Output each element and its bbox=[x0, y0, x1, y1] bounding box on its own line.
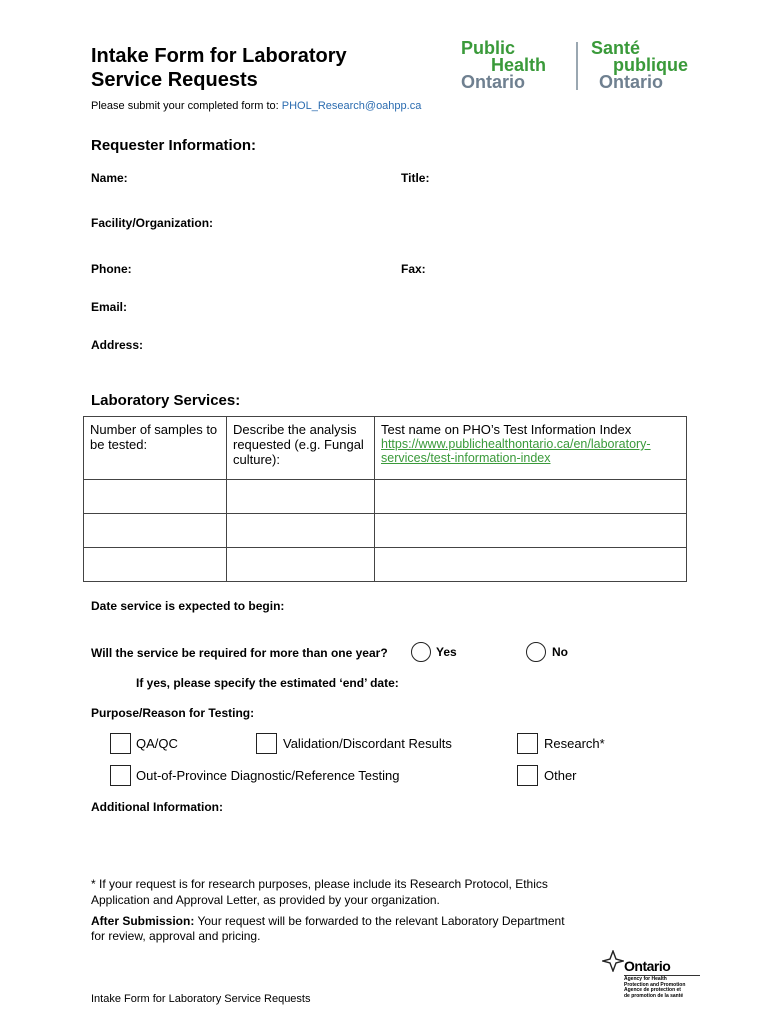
no-label: No bbox=[552, 645, 568, 659]
research-note-line-2: Application and Approval Letter, as provided by your organization. bbox=[91, 893, 440, 907]
samples-cell[interactable] bbox=[84, 548, 227, 582]
logo-publique: publique bbox=[613, 55, 688, 75]
more-than-year-question: Will the service be required for more than one year? bbox=[91, 646, 388, 660]
table-header-row bbox=[84, 417, 687, 480]
yes-radio[interactable] bbox=[411, 642, 431, 662]
test-name-cell[interactable] bbox=[375, 548, 687, 582]
out-of-province-checkbox[interactable] bbox=[110, 765, 131, 786]
col-analysis-header: Describe the analysis requested (e.g. Fungal culture): bbox=[227, 417, 375, 480]
trillium-icon bbox=[602, 950, 624, 972]
title-line-2: Service Requests bbox=[91, 69, 258, 91]
table-row bbox=[84, 480, 687, 514]
research-checkbox[interactable] bbox=[517, 733, 538, 754]
phone-label: Phone: bbox=[91, 262, 132, 276]
agency-line-1: Agency for Health bbox=[624, 976, 667, 982]
qa-qc-label: QA/QC bbox=[136, 736, 178, 751]
test-name-cell[interactable] bbox=[375, 514, 687, 548]
table-row bbox=[84, 514, 687, 548]
name-label: Name: bbox=[91, 171, 128, 185]
submit-instruction bbox=[91, 100, 421, 112]
col-samples-header: Number of samples to be tested: bbox=[84, 417, 227, 480]
after-submission-label: After Submission: bbox=[91, 914, 195, 928]
end-date-label: If yes, please specify the estimated ‘end’ date: bbox=[136, 676, 399, 690]
logo-public: Public bbox=[461, 38, 516, 58]
samples-cell[interactable] bbox=[84, 514, 227, 548]
agency-line-3: Agence de protection et bbox=[624, 987, 681, 993]
after-submission-line-1 bbox=[91, 914, 565, 929]
page-title bbox=[91, 44, 347, 92]
facility-label: Facility/Organization: bbox=[91, 216, 214, 230]
logo-ontario-fr: Ontario bbox=[599, 72, 664, 92]
address-label: Address: bbox=[91, 338, 144, 352]
analysis-cell[interactable] bbox=[227, 514, 375, 548]
qa-qc-checkbox[interactable] bbox=[110, 733, 131, 754]
after-submission-note bbox=[91, 914, 565, 944]
test-name-cell[interactable] bbox=[375, 480, 687, 514]
agency-line-2: Protection and Promotion bbox=[624, 981, 686, 988]
research-note-line-1: * If your request is for research purposes, please include its Research Protocol, Ethics bbox=[91, 877, 548, 891]
validation-label: Validation/Discordant Results bbox=[283, 736, 452, 751]
purpose-heading: Purpose/Reason for Testing: bbox=[91, 706, 255, 720]
footer-text: Intake Form for Laboratory Service Requests bbox=[91, 993, 311, 1005]
no-radio[interactable] bbox=[526, 642, 546, 662]
lab-services-heading: Laboratory Services: bbox=[91, 392, 241, 409]
logo-sante: Santé bbox=[591, 38, 641, 58]
title-label: Title: bbox=[401, 171, 430, 185]
yes-label: Yes bbox=[436, 645, 457, 659]
logo-divider bbox=[576, 42, 578, 90]
after-submission-text: Your request will be forwarded to the relevant Laboratory Department bbox=[194, 914, 565, 928]
additional-info-heading: Additional Information: bbox=[91, 800, 223, 814]
research-note bbox=[91, 876, 548, 908]
out-of-province-label: Out-of-Province Diagnostic/Reference Testing bbox=[136, 768, 400, 783]
submit-prefix: Please submit your completed form to: bbox=[91, 100, 282, 112]
validation-checkbox[interactable] bbox=[256, 733, 277, 754]
test-index-link[interactable]: https://www.publichealthontario.ca/en/laboratory-services/test-information-index bbox=[381, 437, 651, 465]
submit-email-link[interactable]: PHOL_Research@oahpp.ca bbox=[281, 100, 422, 112]
email-label: Email: bbox=[91, 300, 128, 314]
col-test-name-label: Test name on PHO’s Test Information Index bbox=[381, 422, 632, 437]
agency-line-4: de promotion de la santé bbox=[624, 992, 684, 999]
date-begin-label: Date service is expected to begin: bbox=[91, 599, 285, 613]
title-line-1: Intake Form for Laboratory bbox=[91, 45, 347, 67]
analysis-cell[interactable] bbox=[227, 480, 375, 514]
samples-cell[interactable] bbox=[84, 480, 227, 514]
table-row bbox=[84, 548, 687, 582]
requester-heading: Requester Information: bbox=[91, 137, 257, 154]
col-test-name-header bbox=[375, 417, 687, 480]
research-label: Research* bbox=[544, 736, 605, 751]
ontario-wordmark: Ontario bbox=[624, 958, 671, 974]
pho-logo-english bbox=[461, 40, 546, 91]
after-submission-line-2: for review, approval and pricing. bbox=[91, 929, 261, 943]
logo-health: Health bbox=[491, 55, 547, 75]
other-label: Other bbox=[544, 768, 577, 783]
lab-services-table bbox=[83, 416, 687, 582]
pho-logo-french bbox=[591, 40, 688, 91]
fax-label: Fax: bbox=[401, 262, 426, 276]
logo-ontario-en: Ontario bbox=[461, 72, 526, 92]
agency-text bbox=[624, 977, 685, 999]
other-checkbox[interactable] bbox=[517, 765, 538, 786]
analysis-cell[interactable] bbox=[227, 548, 375, 582]
